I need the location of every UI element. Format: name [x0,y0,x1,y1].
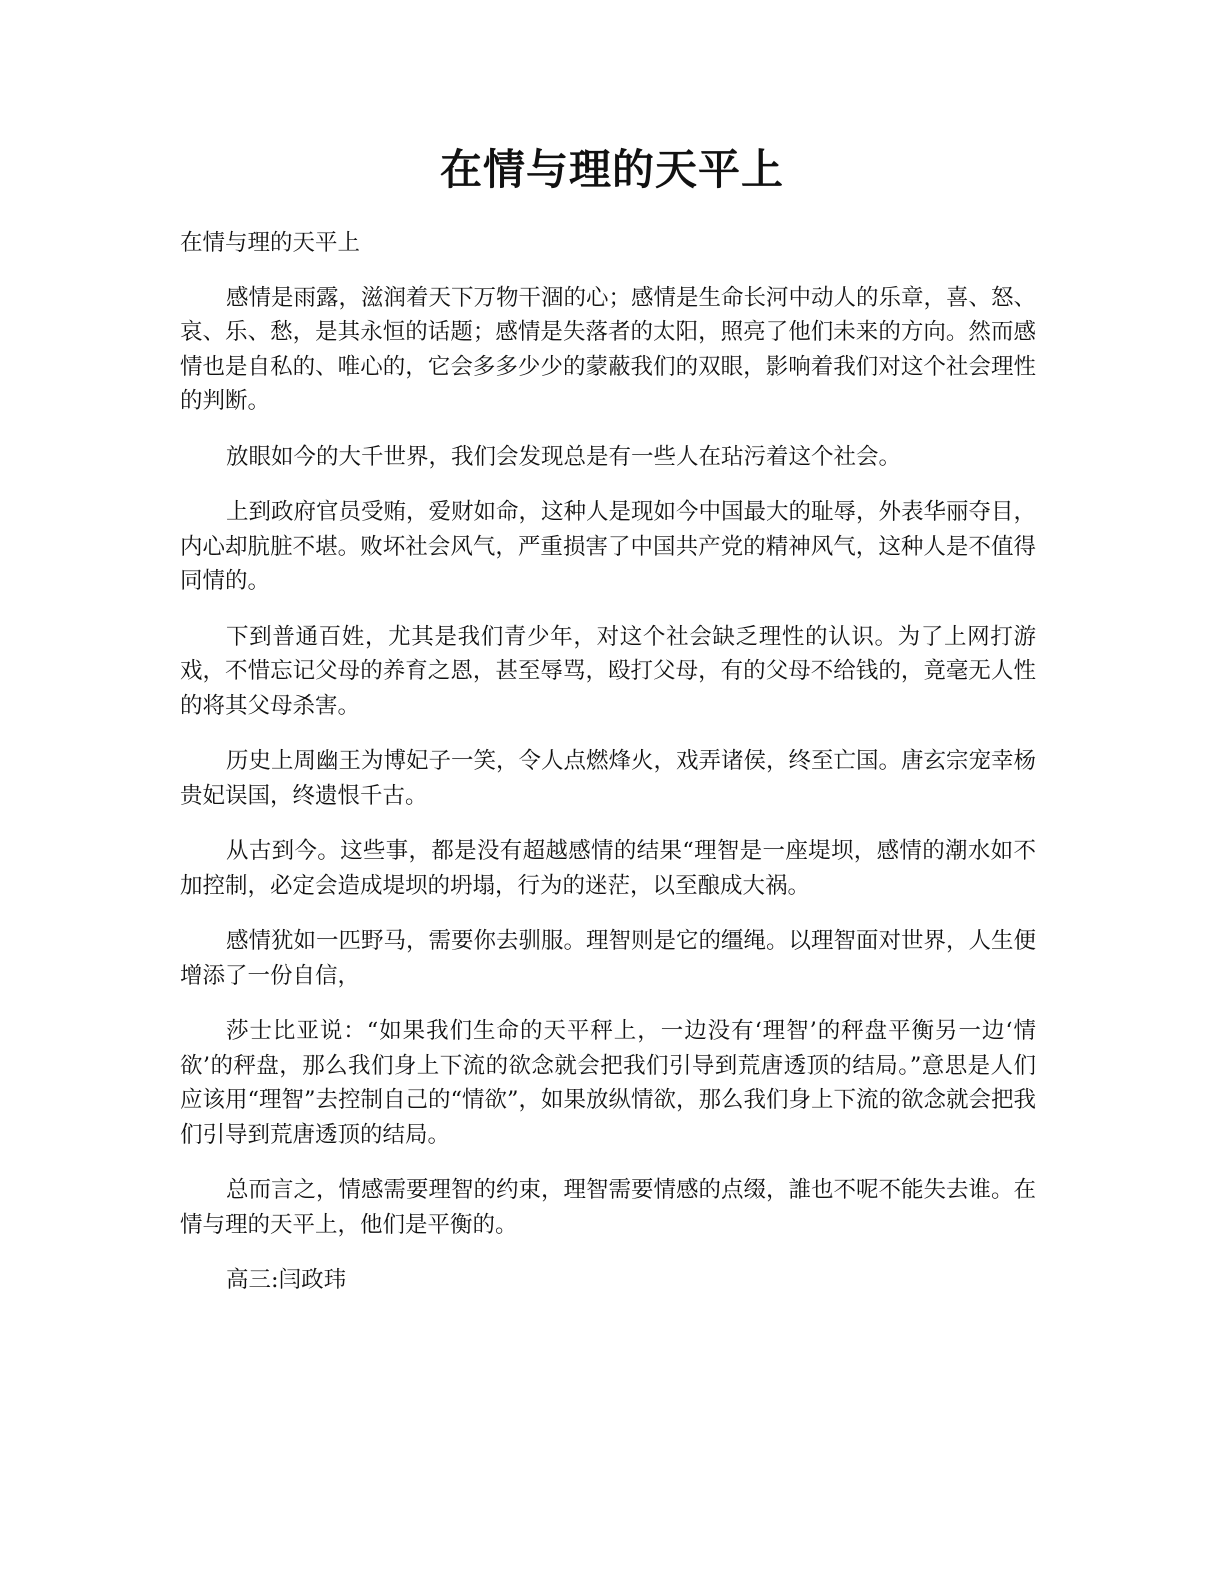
article-subtitle: 在情与理的天平上 [180,230,361,256]
paragraph-4: 下到普通百姓，尤其是我们青少年，对这个社会缺乏理性的认识。为了上网打游戏，不惜忘记父母的养育之恩，甚至辱骂，殴打父母，有的父母不给钱的，竟毫无人性的将其父母杀害。 [180,623,1036,719]
paragraph-7: 感情犹如一匹野马，需要你去驯服。理智则是它的缰绳。以理智面对世界，人生便增添了一份自信， [180,928,1037,989]
paragraph-1: 感情是雨露，滋润着天下万物干涸的心；感情是生命长河中动人的乐章，喜、怒、哀、乐、愁，是其永恒的话题；感情是失落者的太阳，照亮了他们未来的方向。然而感情也是自私的、唯心的，它会多多少少的蒙蔽我们的双眼，影响着我们对这个社会理性的判断。 [180,284,1037,414]
paragraph-5: 历史上周幽王为博妃子一笑，令人点燃烽火，戏弄诸侯，终至亡国。唐玄宗宠幸杨贵妃误国，终遗恨千古。 [180,748,1037,809]
paragraph-3: 上到政府官员受贿，爱财如命，这种人是现如今中国最大的耻辱，外表华丽夺目，内心却肮脏不堪。败坏社会风气，严重损害了中国共产党的精神风气，这种人是不值得同情的。 [180,499,1037,594]
paragraph-6: 从古到今。这些事，都是没有超越感情的结果“理智是一座堤坝，感情的潮水如不加控制，必定会造成堤坝的坍塌，行为的迷茫，以至酿成大祸。 [180,838,1036,899]
paragraph-9: 总而言之，情感需要理智的约束，理智需要情感的点缀，誰也不呢不能失去谁。在情与理的天平上，他们是平衡的。 [180,1177,1037,1238]
author-signature: 高三:闫政玮 [226,1267,347,1293]
page-title: 在情与理的天平上 [439,145,784,194]
paragraph-8: 莎士比亚说：“如果我们生命的天平秤上，一边没有‘理智’的秤盘平衡另一边‘情欲’的秤盘，那么我们身上下流的欲念就会把我们引导到荒唐透顶的结局。”意思是人们应该用“理智”去控制自己的“情欲”，如果放纵情欲，那么我们身上下流的欲念就会把我们引导到荒唐透顶的结局。 [180,1018,1037,1148]
article-body [180,226,1036,1298]
paragraph-2: 放眼如今的大千世界，我们会发现总是有一些人在玷污着这个社会。 [226,443,902,470]
